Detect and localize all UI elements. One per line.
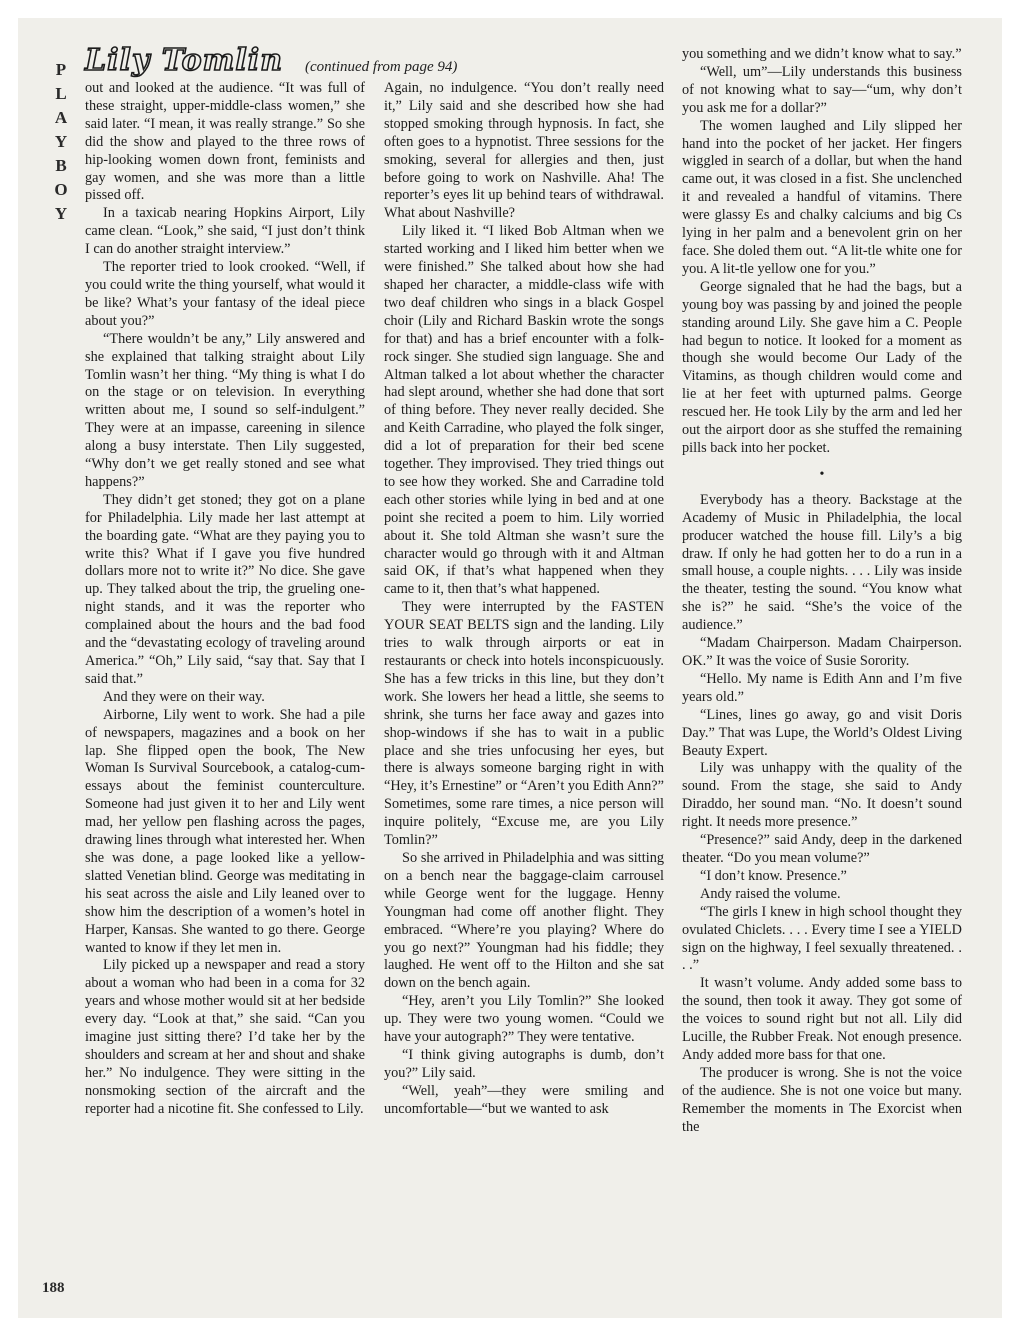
- masthead-letter: B: [55, 156, 67, 175]
- section-break: •: [819, 466, 825, 482]
- paragraph: Airborne, Lily went to work. She had a pile of newspapers, magazines and a book on her lap. She flipped open the book, The New Woman Is Survival Sourcebook, a catalog-cum-essays about the feminist counterculture. Someone had just given it to her and Lily went mad, her yellow pen flashing across the pages, drawing lines through what interested her. When she was done, a page looked like a yellow-slatted Venetian blind. George was meditating in his seat across the aisle and Lily leaned over to show him the description of a women’s hotel in Harper, Kansas. She wanted to go there. George wanted to know if they let men in.: [85, 706, 365, 956]
- paragraph: George signaled that he had the bags, but a young boy was passing by and joined the people standing around Lily. She gave him a C. People had begun to notice. It looked for a moment as though she would become Our Lady of the Vitamins, as though children would come and lie at her feet with upturned palms. George rescued her. He took Lily by the arm and led her out the airport door as she stuffed the remaining pills back into her pocket.: [682, 278, 962, 456]
- article-title: Lily Tomlin: [85, 43, 284, 78]
- masthead-letter: O: [54, 180, 68, 199]
- paragraph: The reporter tried to look crooked. “Well, if you could write the thing yourself, what would it be like? What’s your fantasy of the ideal piece about you?”: [85, 259, 365, 329]
- paragraph: It wasn’t volume. Andy added some bass to the sound, then took it away. They got some of the voices to sound right but not all. Lily did Lucille, the Rubber Freak. Not enough presence. Andy added more bass for that one.: [682, 975, 962, 1063]
- paragraph: Lily picked up a newspaper and read a story about a woman who had been in a coma for 32 years and whose mother would sit at her bedside every day. “Look at that,” she said. “Can you imagine just sitting there? I’d take her by the shoulders and scream at her and shout and shake her.” No indulgence. They were sitting in the nonsmoking section of the aircraft and the reporter had a nicotine fit. She confessed to Lily.: [85, 957, 365, 1117]
- paragraph: “There wouldn’t be any,” Lily answered and she explained that talking straight about Lily Tomlin wasn’t her thing. “My thing is what I do on the stage or on television. In everything written about me, I sound so self-indulgent.” They were at an impasse, careening in silence along a busy interstate. Then Lily suggested, “Why don’t we get really stoned and see what happens?”: [85, 330, 365, 490]
- paragraph: Lily liked it. “I liked Bob Altman when we started working and I liked him better when we were finished.” She talked about how she had shaped her character, a middle-class wife with two deaf children who sings in a black Gospel choir (Lily and Richard Baskin wrote the songs for that) and has a brief encounter with a folk-rock singer. She studied sign language. She and Altman talked a lot about whether the character had slept around, whether she had done that sort of thing before. They never really decided. She and Keith Carradine, who played the folk singer, did a lot of preparation for their bed scene together. They improvised. They tried things out to see how they worked. She and Carradine told each other stories while lying in bed and at one point she recited a poem to him. Lily worried about it. She told Altman she wasn’t sure the character would go through with it and Altman said OK, if that’s what happened when they came to it, then that’s what happened.: [384, 223, 664, 598]
- paragraph: They didn’t get stoned; they got on a plane for Philadelphia. Lily made her last attempt at the boarding gate. “What are they paying you to write this? What if I gave you five hundred dollars more not to write it?” No dice. She gave up. They talked about the trip, the grueling one-night stands, and it was the reporter who complained about the hours and the bad food and the “devastating ecology of traveling around America.” “Oh,” Lily said, “say that. Say that I said that.”: [85, 491, 365, 687]
- text-column-2: [384, 80, 664, 1119]
- paragraph: “Hello. My name is Edith Ann and I’m five years old.”: [682, 670, 962, 705]
- paragraph: The women laughed and Lily slipped her hand into the pocket of her jacket. Her fingers wiggled in search of a dollar, but when the hand came out, it was closed in a fist. She unclenched it and revealed a handful of vitamins. There were glassy Es and chalky calciums and big Cs lying in her palm and a benevolent grin on her face. She doled them out. “A lit-tle white one for you. A lit-tle yellow one for you.”: [682, 117, 962, 277]
- paragraph: you something and we didn’t know what to say.”: [682, 46, 962, 62]
- paragraph: “Presence?” said Andy, deep in the darkened theater. “Do you mean volume?”: [682, 832, 962, 866]
- paragraph: In a taxicab nearing Hopkins Airport, Lily came clean. “Look,” she said, “I just don’t think I can do another straight interview.”: [85, 205, 365, 258]
- paragraph: Lily was unhappy with the quality of the sound. From the stage, she said to Andy Diraddo, her sound man. “No. It doesn’t sound right. It needs more presence.”: [682, 760, 962, 831]
- masthead-letter: L: [55, 84, 67, 103]
- masthead-letter: A: [54, 108, 68, 127]
- paragraph: Everybody has a theory. Backstage at the Academy of Music in Philadelphia, the local producer watched the house fill. Lily’s a big draw. If only he had gotten her to do a run in a small house, a couple nights. . . . Lily was inside the theater, testing the sound. “You know what she is?” he said. “She’s the voice of the audience.”: [682, 491, 962, 634]
- text-column-1: [85, 80, 365, 1119]
- paragraph: “Lines, lines go away, go and visit Doris Day.” That was Lupe, the World’s Oldest Living Beauty Expert.: [682, 706, 962, 759]
- paragraph: “The girls I knew in high school thought they ovulated Chiclets. . . . Every time I see a YIELD sign on the highway, I feel sexually threatened. . . .”: [682, 903, 962, 974]
- masthead-letter: Y: [54, 132, 68, 151]
- paragraph: So she arrived in Philadelphia and was sitting on a bench near the baggage-claim carrousel while George went for the luggage. Henny Youngman had come off another flight. They embraced. “Where’re you playing? Where do you go next?” Youngman had his fiddle; they laughed. He went off to the Hilton and she sat down on the bench again.: [384, 849, 664, 992]
- paragraph: Again, no indulgence. “You don’t really need it,” Lily said and she described how she had stopped smoking through hypnosis. In fact, she often goes to a hypnotist. Three sessions for the smoking, several for allergies and then, just before going to work on Nashville. Aha! The reporter’s eyes lit up behind tears of withdrawal. What about Nashville?: [384, 80, 664, 222]
- paragraph: “Well, um”—Lily understands this business of not knowing what to say—“um, why don’t you ask me for a dollar?”: [682, 63, 962, 116]
- paragraph: “I don’t know. Presence.”: [700, 867, 847, 884]
- paragraph: “Madam Chairperson. Madam Chairperson. OK.” It was the voice of Susie Sorority.: [682, 635, 962, 669]
- paragraph: Andy raised the volume.: [700, 885, 841, 902]
- paragraph: out and looked at the audience. “It was full of these straight, upper-middle-class women,” she said later. “I mean, it was really strange.” So she did the show and played to the three rows of hip-looking women down front, feminists and gay women, and she was more than a little pissed off.: [85, 80, 365, 204]
- vertical-masthead: [48, 58, 74, 226]
- paragraph: They were interrupted by the FASTEN YOUR SEAT BELTS sign and the landing. Lily tries to walk through airports or eat in restaurants or check into hotels inconspicuously. She has a few tricks in this line, but they don’t work. She lowers her head a little, she seems to shrink, she turns her face away and gazes into shop-windows if she has to wait in a public place and she tries unfocusing her eyes, but there is always someone barging right in with “Hey, it’s Ernestine” or “Aren’t you Edith Ann?” Sometimes, some rare times, a nice person will inquire politely, “Excuse me, are you Lily Tomlin?”: [384, 599, 664, 849]
- continued-note: (continued from page 94): [305, 59, 458, 75]
- masthead-letter: P: [55, 60, 67, 79]
- paragraph: “Hey, aren’t you Lily Tomlin?” She looked up. They were two young women. “Could we have your autograph?” They were tentative.: [384, 993, 664, 1046]
- paragraph: And they were on their way.: [103, 688, 265, 705]
- page-number: 188: [42, 1280, 65, 1296]
- paragraph: “Well, yeah”—they were smiling and uncomfortable—“but we wanted to ask: [384, 1082, 664, 1117]
- masthead-letter: Y: [54, 204, 68, 223]
- paragraph: “I think giving autographs is dumb, don’t you?” Lily said.: [384, 1046, 664, 1081]
- article-header: [85, 38, 457, 78]
- text-column-3: [682, 46, 962, 1136]
- paragraph: The producer is wrong. She is not the voice of the audience. She is not one voice but many. Remember the moments in The Exorcist when the: [682, 1064, 962, 1135]
